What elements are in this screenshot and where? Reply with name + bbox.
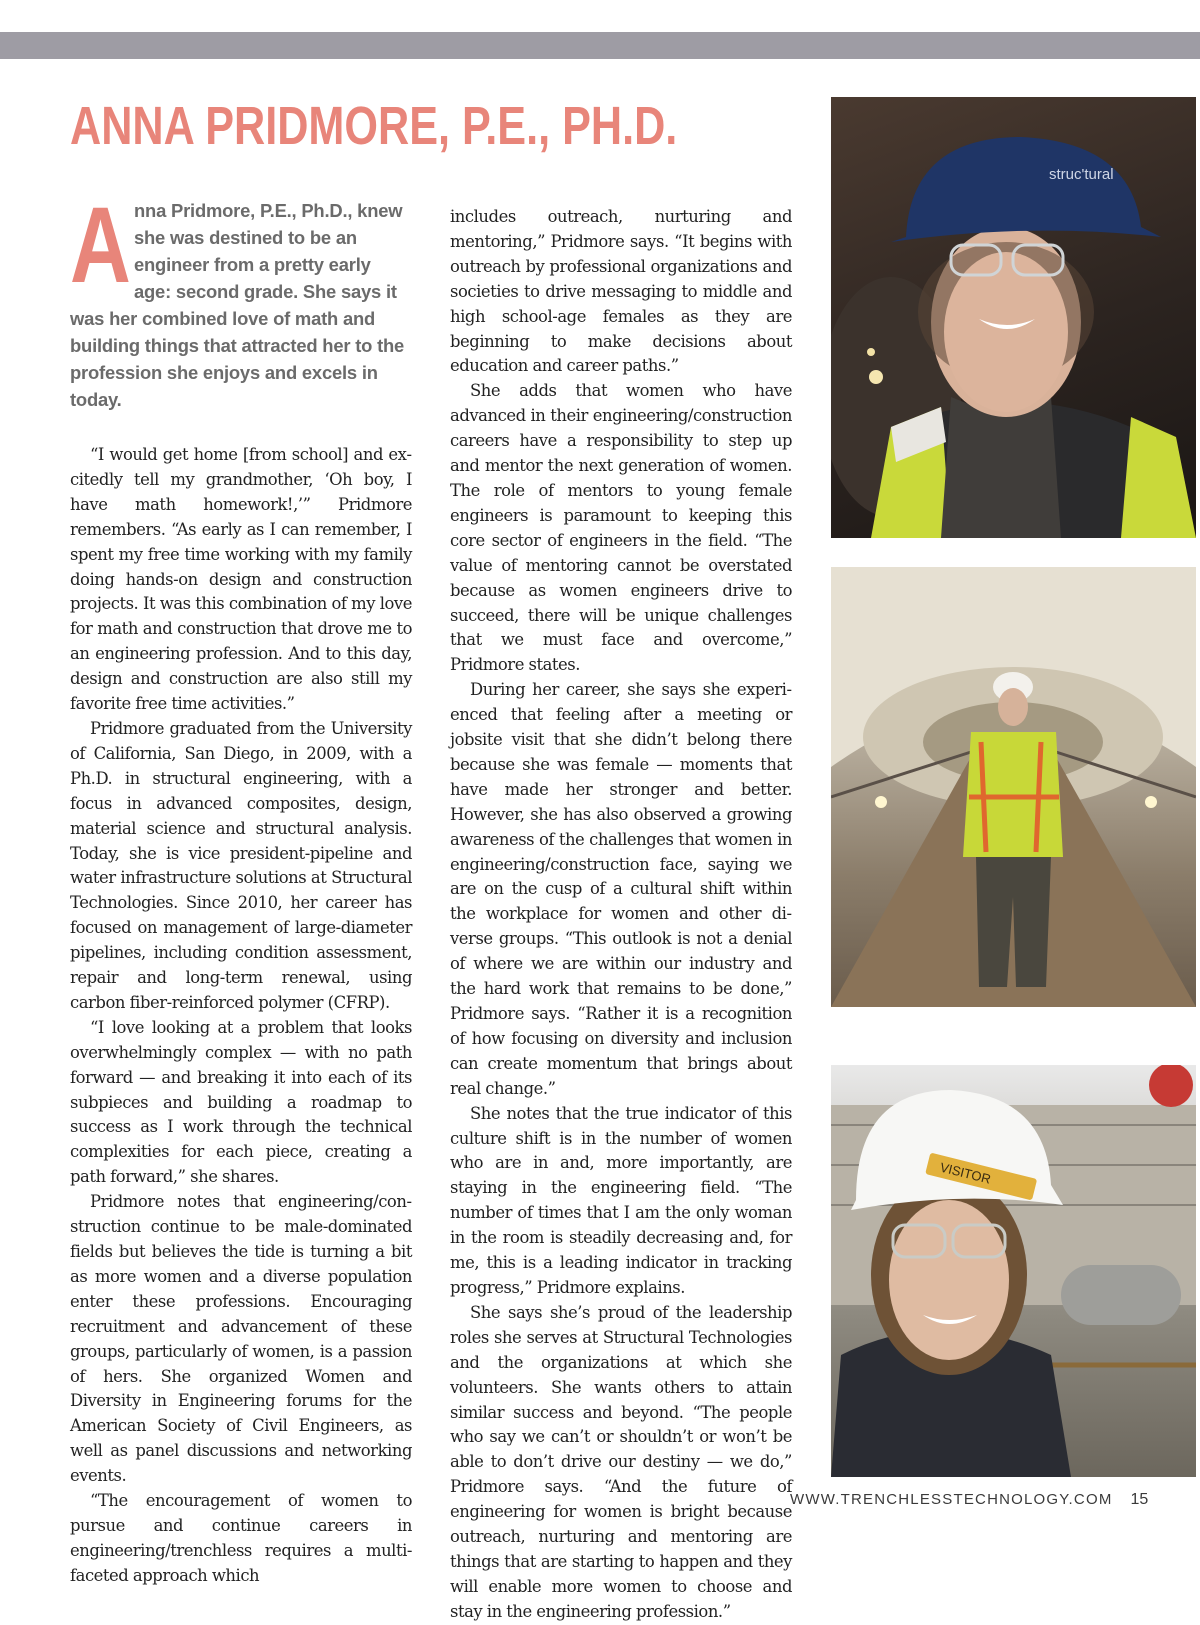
visitor-label: VISITOR	[938, 1159, 993, 1187]
paragraph: Pridmore graduated from the University of California, San Diego, in 2009, with a Ph.D. in structural engineering, with a focus in advanced composites, design, material science and structural analysis. Today, she is vice president-pipeline and water infrastructure solutions at Structural Technologies. Since 2010, her career has focused on management of large-diameter pipelines, including condition assessment, repair and long-term renewal, using carbon fiber-reinforced polymer (CFRP).	[70, 718, 412, 1012]
lead-text: nna Pridmore, P.E., Ph.D., knew she was destined to be an engineer from a pretty early age: second grade. She says it was her combined love of math and building things that attracted her to the profession she enjoys and excels in today.	[70, 200, 405, 410]
page-number: 15	[1130, 1491, 1149, 1508]
paragraph: Pridmore notes that engineering/construction continue to be male-dominated fields but believes the tide is turning a bit as more women and a diverse population enter these professions. Encouraging recruitment and advancement of these groups, particularly of women, is a passion of hers. She organized Women and Diversity in Engineering forums for the American Society of Civil Engineers, as well as panel discussions and networking events.	[70, 1192, 412, 1486]
top-bar	[0, 32, 1200, 59]
lead-paragraph	[70, 184, 412, 413]
article-title: ANNA PRIDMORE, P.E., PH.D.	[70, 96, 678, 156]
hard-hat-logo: struc'tural	[1049, 166, 1114, 183]
photo-pipeline-walkway-art	[831, 567, 1196, 1007]
paragraph: “I would get home [from school] and excitedly tell my grandmother, ‘Oh boy, I have math homework!,’” Pridmore remembers. “As early as I can remember, I spent my free time working with my family doing hands-on design and construction projects. It was this combination of my love for math and construction that drove me to an engineering profession. And to this day, design and construction are also still my favorite free time activities.”	[70, 445, 412, 714]
photo-visitor-selfie-art	[831, 1065, 1196, 1477]
column-middle	[450, 205, 792, 1625]
photo-tunnel-selfie	[831, 97, 1196, 538]
body-text-left	[70, 443, 412, 1589]
page-footer	[790, 1491, 1148, 1509]
body-text-middle	[450, 205, 792, 1625]
paragraph: She says she’s proud of the leadership roles she serves at Structural Technologies and the organizations at which she volunteers. She wants others to attain similar success and beyond. “The people who say we can’t or shouldn’t or won’t be able to don’t drive our destiny — we do,” Pridmore says. “And the future of engineering for women is bright because outreach, nurturing and mentoring are things that are starting to happen and they will enable more women to choose and stay in the engineering profession.”	[450, 1302, 792, 1621]
drop-cap: A	[70, 184, 131, 305]
paragraph: “The encouragement of women to pursue and continue careers in engineering/trenchless requires a multi-faceted approach which	[70, 1491, 412, 1585]
photo-tunnel-selfie-art	[831, 97, 1196, 538]
paragraph: During her career, she says she experienced that feeling after a meeting or jobsite visit that she didn’t belong there because she was female — moments that have made her stronger and better. However, she has also observed a growing awareness of the challenges that women in engineering/construction face, saying we are on the cusp of a cultural shift within the workplace for women and other diverse groups. “This outlook is not a denial of where we are within our industry and the hard work that remains to be done,” Pridmore says. “Rather it is a recognition of how focusing on diversity and inclusion can create momentum that brings about real change.”	[450, 680, 792, 1098]
paragraph: includes outreach, nurturing and mentoring,” Pridmore says. “It begins with outreach by professional organizations and societies to drive messaging to middle and high school-age females as they are beginning to make decisions about education and career paths.”	[450, 207, 792, 376]
column-left	[70, 184, 412, 1589]
photo-pipeline-walkway	[831, 567, 1196, 1007]
paragraph: She notes that the true indicator of this culture shift is in the number of women who are in and, more importantly, are staying in the engineering field. “The number of times that I am the only woman in the room is steadily decreasing and, for me, this is a leading indicator in tracking progress,” Pridmore explains.	[450, 1103, 792, 1297]
paragraph: She adds that women who have advanced in their engineering/construction careers have a responsibility to step up and mentor the next generation of women. The role of mentors to young female engineers is paramount to keeping this core sector of engineers in the field. “The value of mentoring cannot be overstated because as women engineers drive to succeed, there will be unique challenges that we must face and overcome,” Pridmore states.	[450, 381, 792, 675]
paragraph: “I love looking at a problem that looks overwhelmingly complex — with no path forward — and breaking it into each of its subpieces and building a roadmap to success as I work through the technical complexities for each piece, creating a path forward,” she shares.	[70, 1017, 412, 1187]
photo-visitor-selfie	[831, 1065, 1196, 1477]
website-url: WWW.TRENCHLESSTECHNOLOGY.COM	[790, 1491, 1113, 1508]
